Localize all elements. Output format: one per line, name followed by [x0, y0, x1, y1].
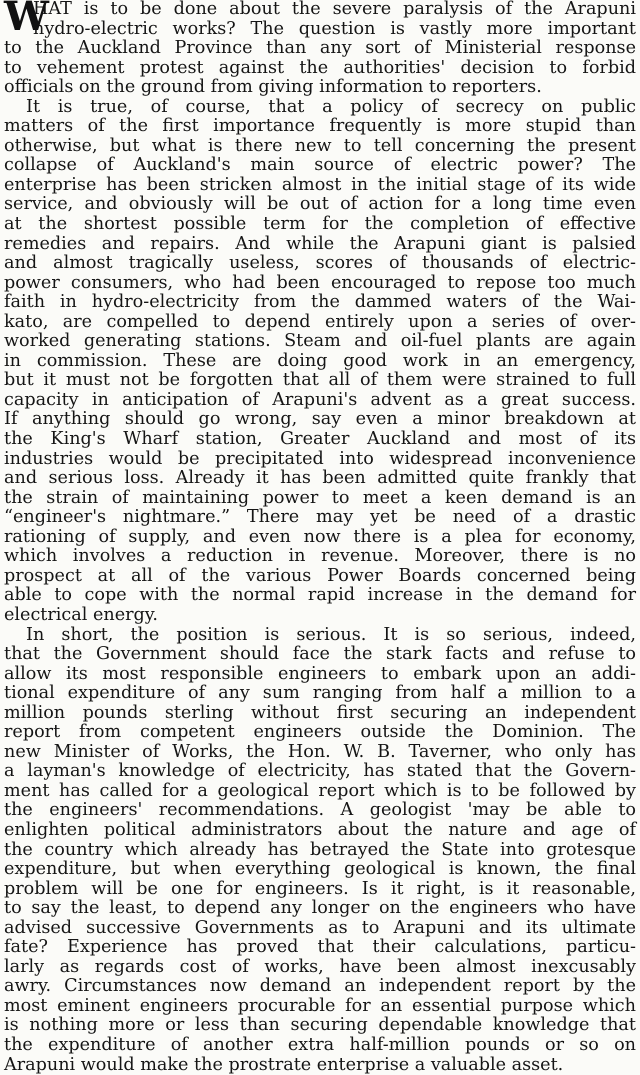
drop-cap: W — [4, 0, 49, 40]
article-line: rationing of supply, and even now there is a plea for economy, — [4, 526, 636, 547]
article-line: enlighten political administrators about the nature and age of — [4, 819, 636, 840]
article-line: most eminent engineers procurable for an essential purpose which — [4, 995, 636, 1016]
article-line: awry. Circumstances now demand an independent report by the — [4, 976, 636, 997]
article-line: prospect at all of the various Power Boards concerned being — [4, 565, 636, 586]
article-line: report from competent engineers outside the Dominion. The — [4, 722, 636, 743]
article-line: fate? Experience has proved that their calculations, particu- — [4, 937, 636, 958]
article-line: HAT is to be done about the severe paralysis of the Arapuni — [33, 0, 636, 19]
article-line: tional expenditure of any sum ranging from half a million to a — [4, 683, 636, 704]
article-line: a layman's knowledge of electricity, has stated that the Govern- — [4, 761, 636, 782]
article-line: that the Government should face the stark facts and refuse to — [4, 644, 636, 665]
article-line: otherwise, but what is there new to tell concerning the present — [4, 135, 636, 156]
article-line: and almost tragically useless, scores of thousands of electric- — [4, 253, 636, 274]
article-line: and serious loss. Already it has been admitted quite frankly that — [4, 468, 636, 489]
article-line: problem will be one for engineers. Is it right, is it reasonable, — [4, 878, 636, 899]
article-line: Arapuni would make the prostrate enterprise a valuable asset. — [4, 1054, 564, 1075]
article-line: advised successive Governments as to Arapuni and its ultimate — [4, 917, 636, 938]
article-line: the King's Wharf station, Greater Auckland and most of its — [4, 429, 636, 450]
article-line: able to cope with the normal rapid increase in the demand for — [4, 585, 636, 606]
article-line: enterprise has been stricken almost in the initial stage of its wide — [4, 174, 636, 195]
article-line: ment has called for a geological report which is to be followed by — [4, 780, 636, 801]
article-line: to vehement protest against the authorities' decision to forbid — [4, 57, 636, 78]
article-line: electrical energy. — [4, 604, 158, 625]
article-line: the expenditure of another extra half-million pounds or so on — [4, 1034, 636, 1055]
article-line: It is true, of course, that a policy of secrecy on public — [26, 96, 636, 117]
article-line: the country which already has betrayed the State into grotesque — [4, 839, 636, 860]
article-line: million pounds sterling without first securing an independent — [4, 702, 636, 723]
article-line: at the shortest possible term for the completion of effective — [4, 214, 636, 235]
article-line: worked generating stations. Steam and oil-fuel plants are again — [4, 331, 636, 352]
article-line: new Minister of Works, the Hon. W. B. Taverner, who only has — [4, 741, 636, 762]
article-line: “engineer's nightmare.” There may yet be need of a drastic — [4, 507, 636, 528]
article-line: but it must not be forgotten that all of them were strained to full — [4, 370, 636, 391]
article-line: is nothing more or less than securing dependable knowledge that — [4, 1015, 636, 1036]
article-line: expenditure, but when everything geological is known, the final — [4, 859, 636, 880]
article-line: faith in hydro-electricity from the dammed waters of the Wai- — [4, 292, 636, 313]
article-line: remedies and repairs. And while the Arapuni giant is palsied — [4, 233, 636, 254]
article-line: capacity in anticipation of Arapuni's advent as a great success. — [4, 389, 636, 410]
article-line: allow its most responsible engineers to embark upon an addi- — [4, 663, 636, 684]
article-line: the engineers' recommendations. A geologist 'may be able to — [4, 800, 636, 821]
article-line: If anything should go wrong, say even a minor breakdown at — [4, 409, 636, 430]
article-line: to say the least, to depend any longer on the engineers who have — [4, 898, 636, 919]
article-line: power consumers, who had been encouraged to repose too much — [4, 272, 636, 293]
article-line: hydro-electric works? The question is vastly more important — [33, 18, 636, 39]
article-line: In short, the position is serious. It is so serious, indeed, — [26, 624, 636, 645]
article-line: kato, are compelled to depend entirely upon a series of over- — [4, 311, 636, 332]
article-line: the strain of maintaining power to meet a keen demand is an — [4, 487, 636, 508]
article-line: in commission. These are doing good work in an emergency, — [4, 350, 636, 371]
article-line: larly as regards cost of works, have been almost inexcusably — [4, 956, 636, 977]
article-line: service, and obviously will be out of action for a long time even — [4, 194, 636, 215]
article-line: industries would be precipitated into widespread inconvenience — [4, 448, 636, 469]
article-line: which involves a reduction in revenue. Moreover, there is no — [4, 546, 636, 567]
article-line: matters of the first importance frequently is more stupid than — [4, 116, 636, 137]
article-line: officials on the ground from giving information to reporters. — [4, 77, 542, 98]
article-line: to the Auckland Province than any sort of Ministerial response — [4, 38, 636, 59]
article-line: collapse of Auckland's main source of electric power? The — [4, 155, 636, 176]
newspaper-article — [4, 0, 636, 1075]
